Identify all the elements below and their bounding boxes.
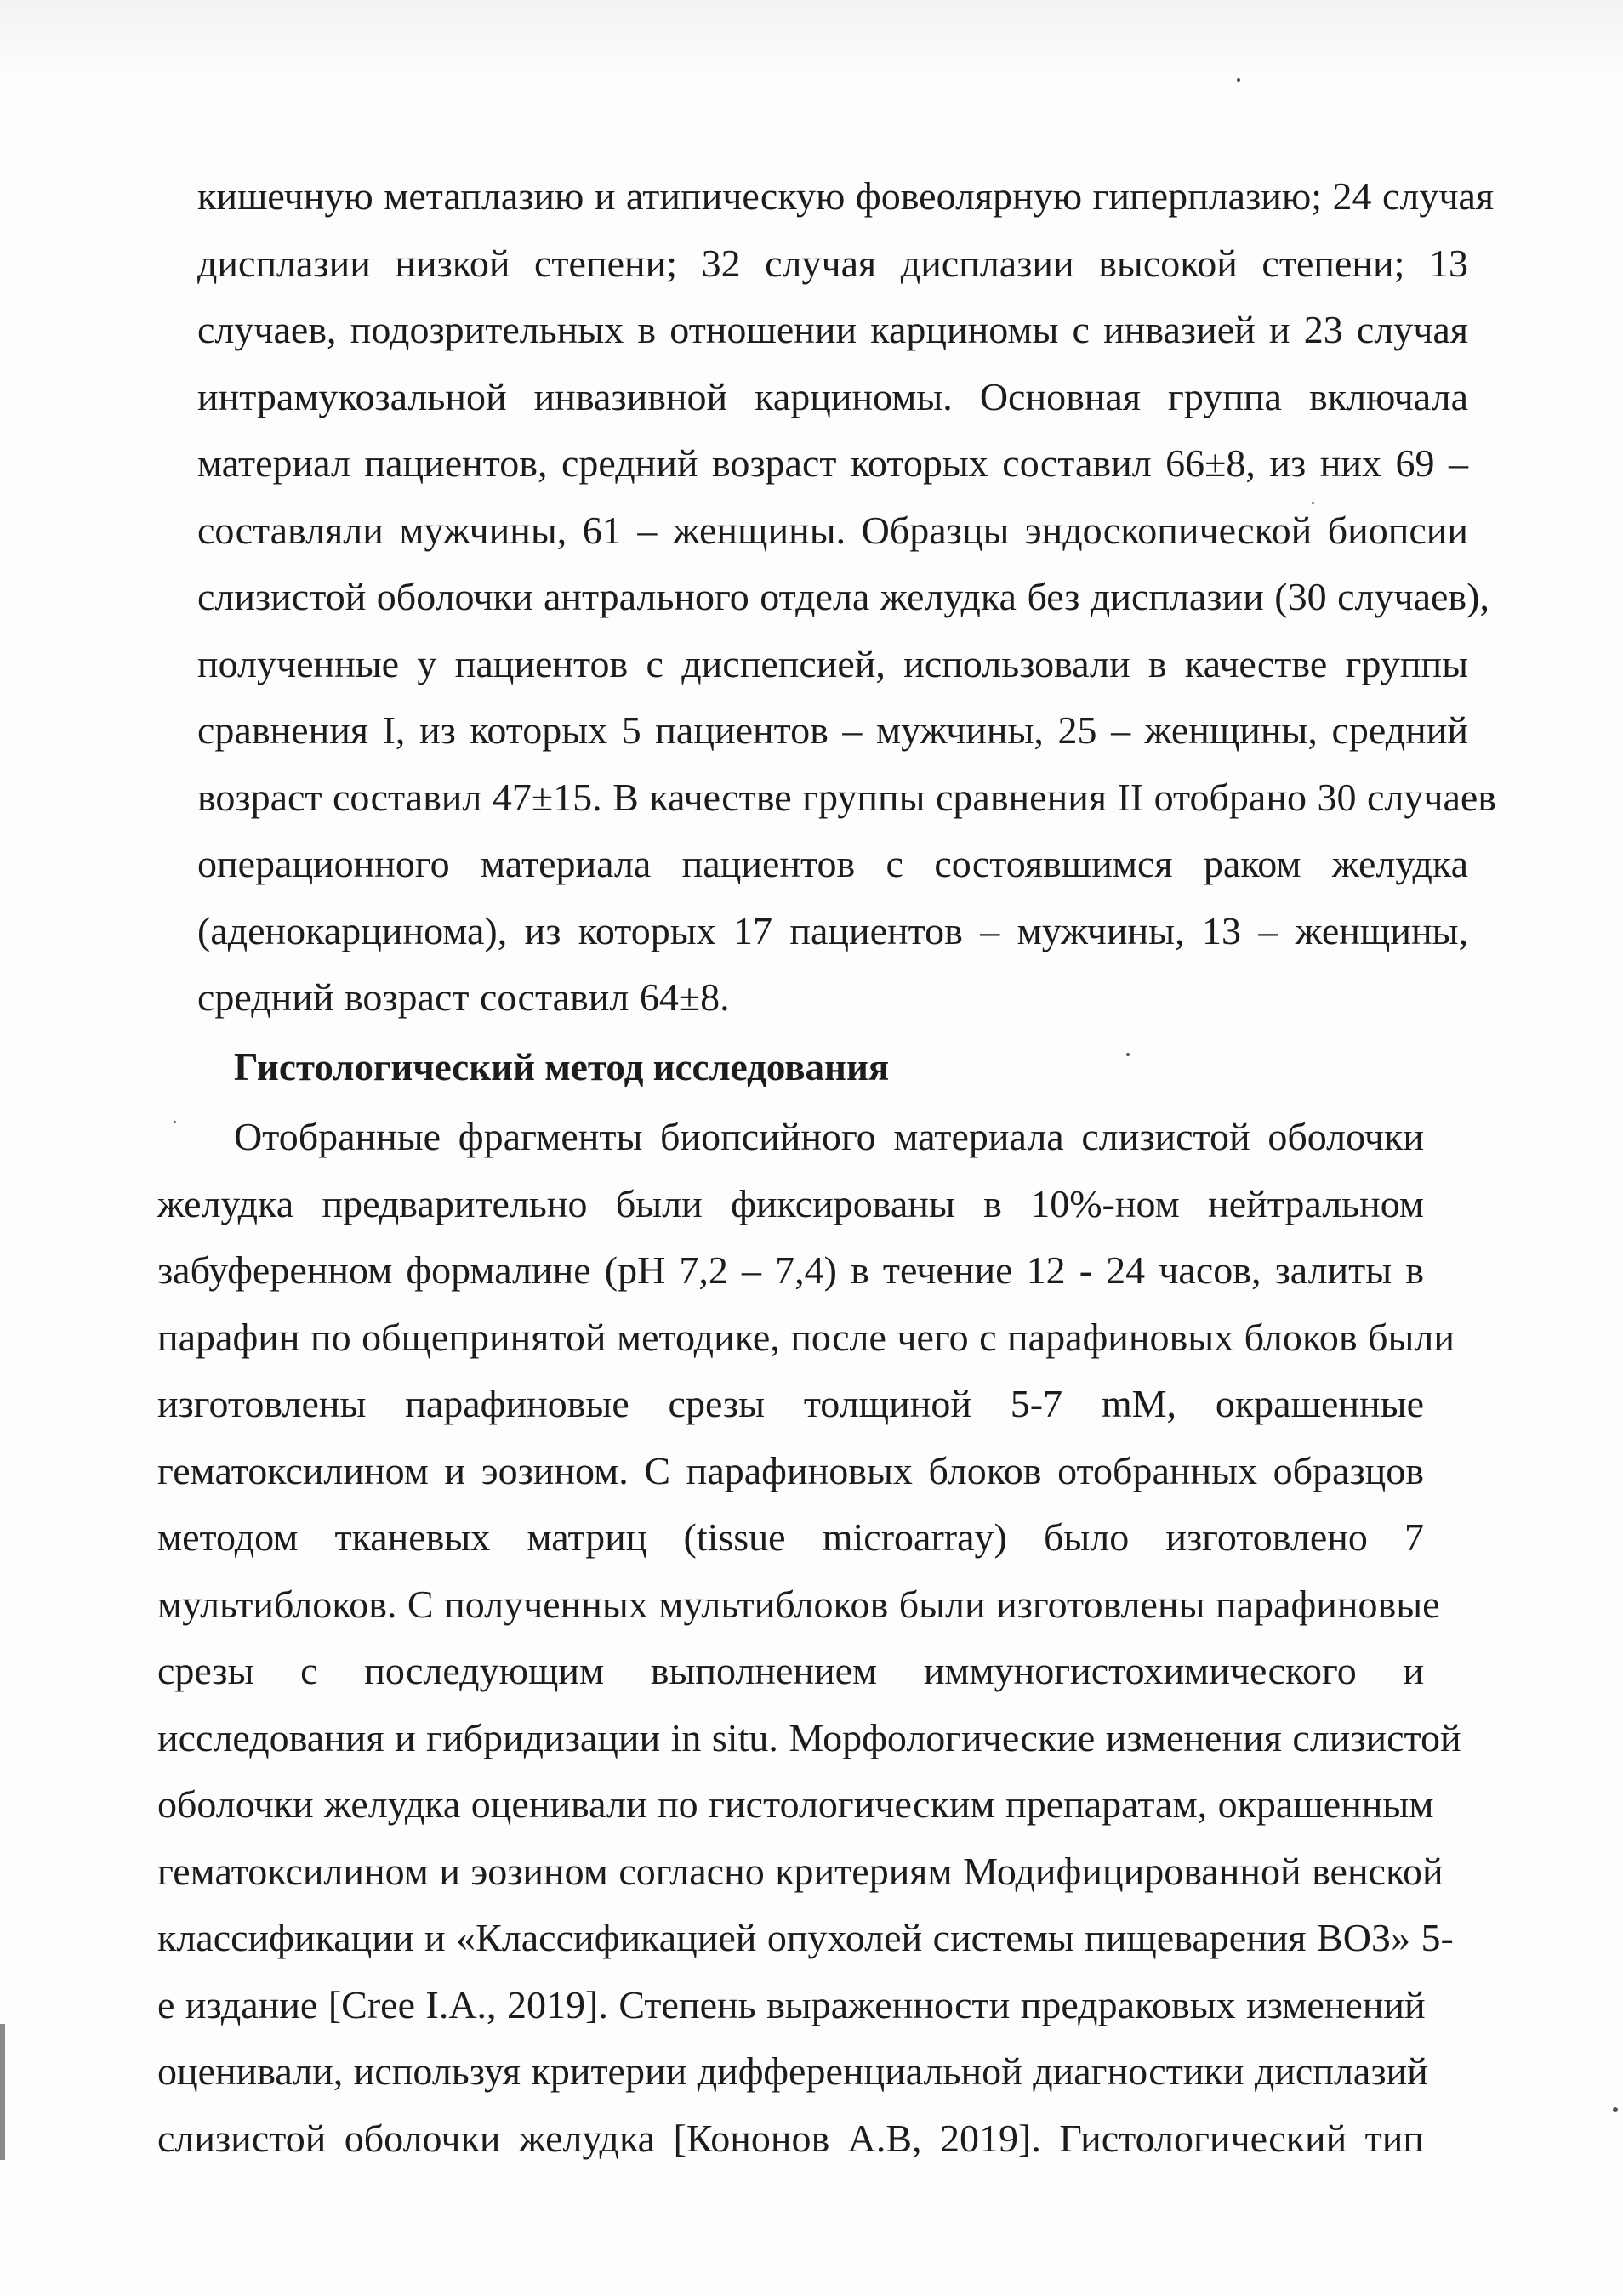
text-line: средний возраст составил 64±8.	[197, 975, 730, 1019]
text-line: случаев, подозрительных в отношении карциномы с инвазией и 23 случая	[197, 308, 1468, 351]
paragraph-histology-method	[157, 1104, 1461, 2172]
text-line: срезы с последующим выполнением иммуногистохимического и	[157, 1649, 1424, 1692]
text-line: слизистой оболочки желудка [Кононов А.В, 2019]. Гистологический тип	[157, 2116, 1424, 2160]
text-line: гематоксилином и эозином. С парафиновых блоков отобранных образцов	[157, 1448, 1424, 1492]
scan-shadow	[0, 0, 1623, 77]
text-line: забуференном формалине (рН 7,2 – 7,4) в течение 12 - 24 часов, залиты в	[157, 1248, 1424, 1292]
text-line: парафин по общепринятой методике, после чего с парафиновых блоков были	[157, 1315, 1455, 1359]
text-line: методом тканевых матриц (tissue microarray) было изготовлено 7	[157, 1515, 1424, 1559]
text-line: Отобранные фрагменты биопсийного материала слизистой оболочки	[234, 1115, 1424, 1158]
text-line: (аденокарцинома), из которых 17 пациентов – мужчины, 13 – женщины,	[197, 908, 1468, 952]
scan-speck	[1126, 1053, 1130, 1056]
paragraph-patient-groups	[197, 163, 1497, 1031]
text-line: изготовлены парафиновые срезы толщиной 5-7 mM, окрашенные	[157, 1382, 1424, 1425]
scan-speck	[1312, 502, 1314, 504]
text-line: гематоксилином и эозином согласно критериям Модифицированной венской	[157, 1849, 1444, 1893]
text-line: операционного материала пациентов с состоявшимся раком желудка	[197, 842, 1468, 885]
text-line: оценивали, используя критерии дифференциальной диагностики дисплазий	[157, 2049, 1428, 2093]
text-line: желудка предварительно были фиксированы в 10%-ном нейтральном	[157, 1181, 1424, 1225]
scan-speck	[1237, 78, 1240, 82]
text-line: кишечную метаплазию и атипическую фовеолярную гиперплазию; 24 случая	[197, 174, 1495, 218]
text-line: возраст составил 47±15. В качестве группы сравнения II отобрано 30 случаев	[197, 775, 1497, 819]
text-line: оболочки желудка оценивали по гистологическим препаратам, окрашенным	[157, 1782, 1434, 1826]
text-line: классификации и «Классификацией опухолей системы пищеварения ВОЗ» 5-	[157, 1916, 1454, 1959]
text-line: материал пациентов, средний возраст которых составил 66±8, из них 69 –	[197, 441, 1468, 485]
text-line: е издание [Cree I.A., 2019]. Степень выраженности предраковых изменений	[157, 1982, 1426, 2026]
text-line: мультиблоков. С полученных мультиблоков были изготовлены парафиновые	[157, 1582, 1440, 1626]
scan-edge-mark	[0, 2024, 5, 2160]
text-line: дисплазии низкой степени; 32 случая дисплазии высокой степени; 13	[197, 241, 1468, 285]
scan-speck	[174, 1121, 176, 1123]
text-line: интрамукозальной инвазивной карциномы. Основная группа включала	[197, 374, 1468, 418]
text-line: составляли мужчины, 61 – женщины. Образцы эндоскопической биопсии	[197, 508, 1468, 552]
scan-speck	[1613, 2107, 1618, 2112]
text-line: полученные у пациентов с диспепсией, использовали в качестве группы	[197, 641, 1468, 685]
text-line: сравнения I, из которых 5 пациентов – мужчины, 25 – женщины, средний	[197, 708, 1468, 752]
text-line: исследования и гибридизации in situ. Морфологические изменения слизистой	[157, 1715, 1461, 1759]
text-line: слизистой оболочки антрального отдела желудка без дисплазии (30 случаев),	[197, 575, 1489, 618]
section-heading: Гистологический метод исследования	[234, 1046, 890, 1088]
